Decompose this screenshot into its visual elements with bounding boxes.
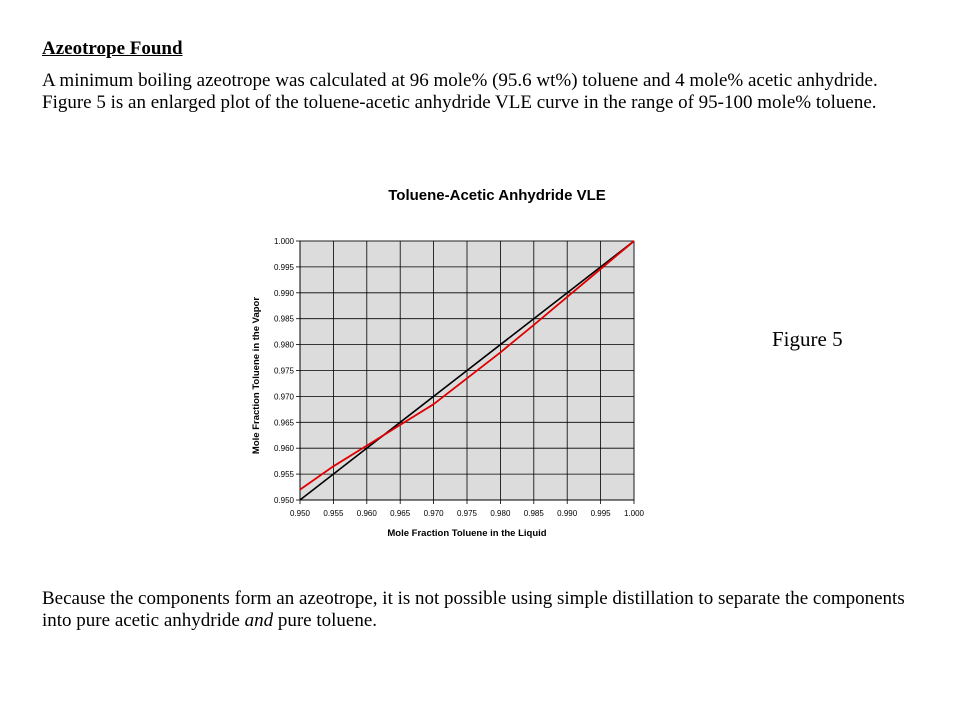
y-tick-label: 0.990 bbox=[273, 288, 294, 298]
conclusion-paragraph bbox=[42, 588, 922, 632]
y-tick-label: 0.980 bbox=[273, 340, 294, 350]
y-axis-label: Mole Fraction Toluene in the Vapor bbox=[251, 296, 262, 455]
x-tick-label: 0.995 bbox=[590, 509, 611, 518]
y-tick-label: 0.960 bbox=[273, 444, 294, 454]
y-tick-label: 0.995 bbox=[273, 262, 294, 272]
y-tick-label: 0.965 bbox=[273, 418, 294, 428]
x-tick-label: 0.970 bbox=[423, 509, 444, 518]
y-tick-label: 0.955 bbox=[273, 470, 294, 480]
x-tick-label: 0.980 bbox=[490, 509, 511, 518]
x-tick-label: 0.955 bbox=[323, 509, 344, 518]
x-tick-label: 1.000 bbox=[623, 509, 645, 518]
x-tick-label: 0.950 bbox=[289, 509, 311, 518]
figure-label: Figure 5 bbox=[772, 327, 843, 351]
x-tick-label: 0.990 bbox=[557, 509, 578, 518]
conclusion-emphasis: and bbox=[244, 610, 274, 631]
x-tick-label: 0.960 bbox=[356, 509, 377, 518]
chart-title: Toluene-Acetic Anhydride VLE bbox=[388, 187, 606, 204]
y-tick-label: 0.985 bbox=[273, 314, 294, 324]
conclusion-text-end: pure toluene. bbox=[273, 610, 378, 631]
y-tick-label: 1.000 bbox=[273, 237, 294, 246]
intro-paragraph: A minimum boiling azeotrope was calculated at 96 mole% (95.6 wt%) toluene and 4 mole% acetic anhydride. Figure 5 is an enlarged plot of the toluene-acetic anhydride VLE curve in the range of 95-100 mole% toluene. bbox=[42, 70, 878, 113]
x-axis-label: Mole Fraction Toluene in the Liquid bbox=[387, 528, 547, 539]
x-tick-label: 0.965 bbox=[390, 509, 411, 518]
conclusion-text-start: Because the components form an azeotrope, it is not possible using simple distillation to separate the components into pure acetic anhydride bbox=[42, 588, 905, 631]
x-tick-label: 0.985 bbox=[523, 509, 544, 518]
x-tick-label: 0.975 bbox=[456, 509, 478, 518]
y-tick-label: 0.950 bbox=[273, 496, 294, 505]
section-heading: Azeotrope Found bbox=[42, 38, 183, 59]
y-tick-label: 0.975 bbox=[273, 366, 294, 376]
y-tick-label: 0.970 bbox=[273, 392, 294, 402]
